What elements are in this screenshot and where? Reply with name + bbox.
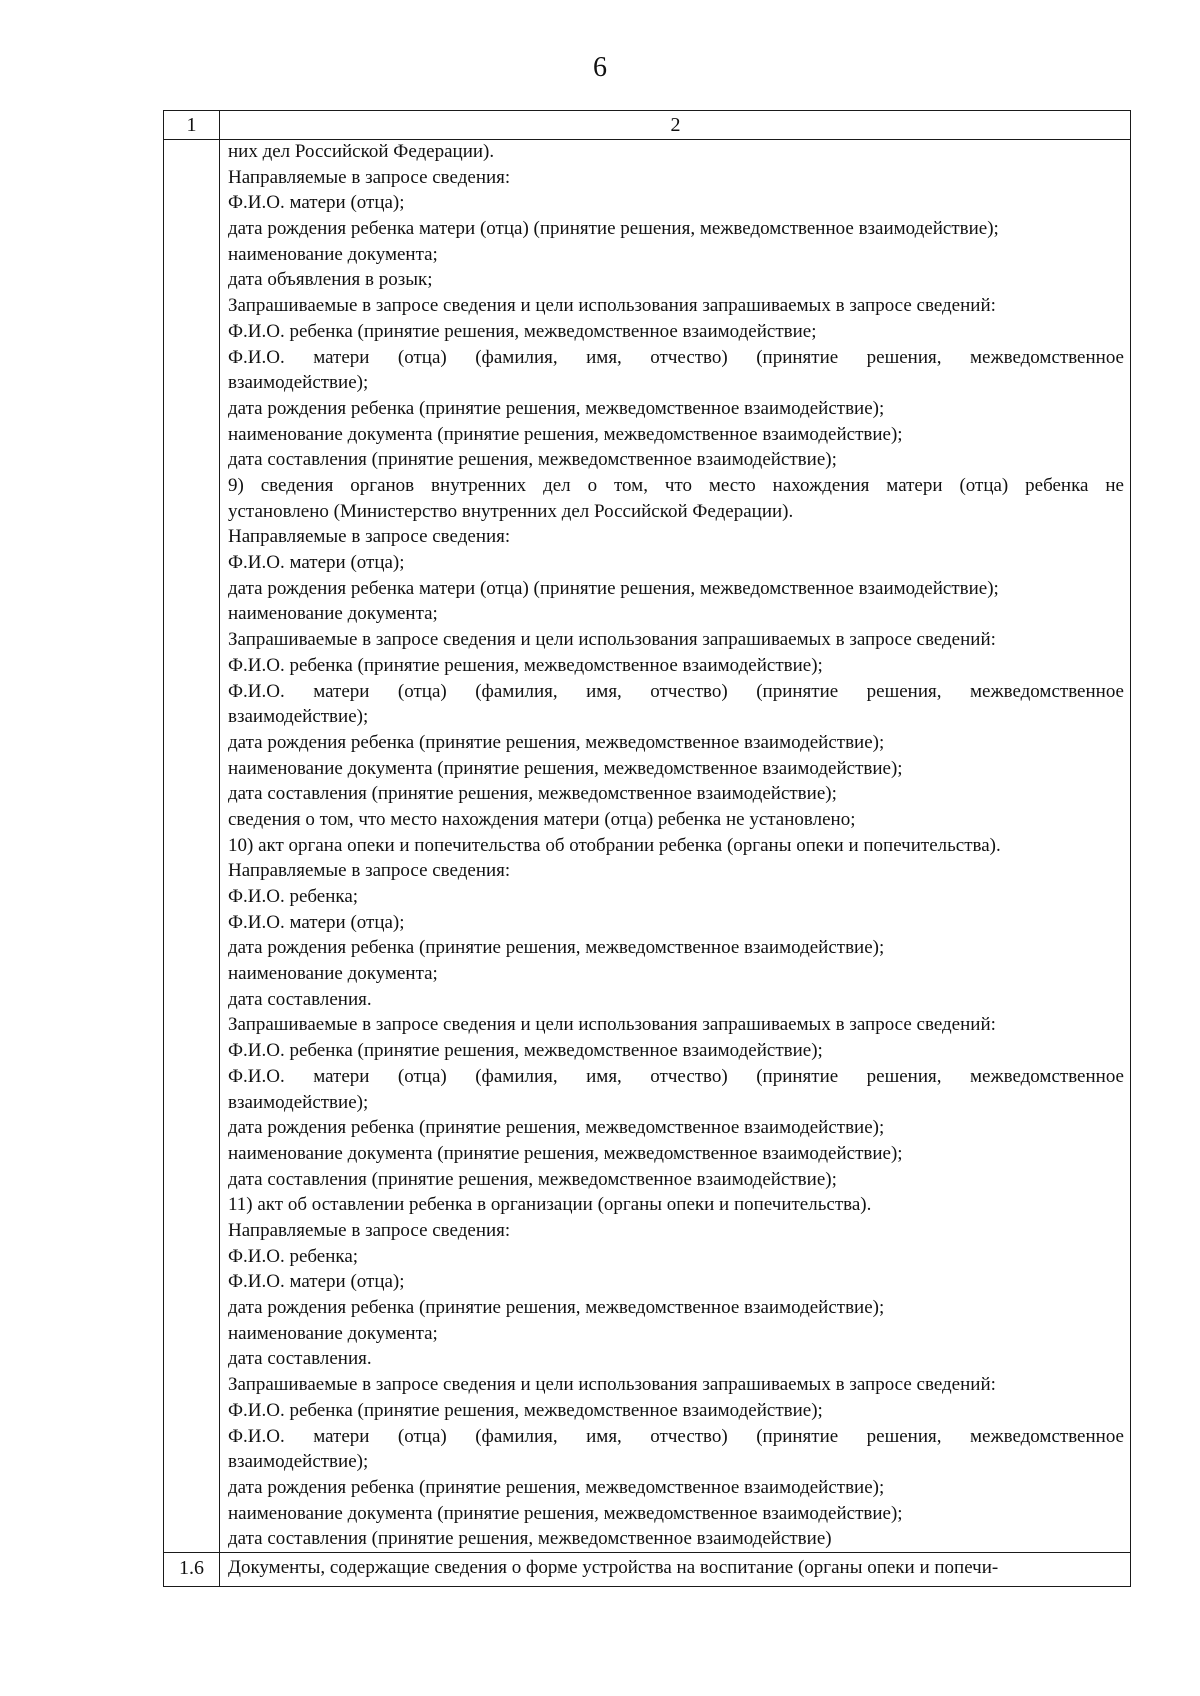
text-line: дата рождения ребенка (принятие решения, межведомственное взаимодействие); <box>228 1117 885 1139</box>
text-line: наименование документа (принятие решения, межведомственное взаимодействие); <box>228 757 903 779</box>
text-line: Ф.И.О. матери (отца) (фамилия, имя, отчество) (принятие решения, межведомственное <box>228 680 1124 702</box>
text-line: Ф.И.О. матери (отца); <box>228 552 405 574</box>
text-line: Ф.И.О. матери (отца) (фамилия, имя, отчество) (принятие решения, межведомственное <box>228 1065 1124 1087</box>
text-line: наименование документа; <box>228 963 438 985</box>
text-line: 11) акт об оставлении ребенка в организации (органы опеки и попечительства). <box>228 1194 872 1216</box>
text-line: Ф.И.О. матери (отца) (фамилия, имя, отчество) (принятие решения, межведомственное <box>228 346 1124 368</box>
text-line: наименование документа (принятие решения, межведомственное взаимодействие); <box>228 1142 903 1164</box>
text-line: Ф.И.О. ребенка (принятие решения, межведомственное взаимодействие); <box>228 654 823 676</box>
text-line: дата рождения ребенка матери (отца) (принятие решения, межведомственное взаимодействие); <box>228 218 999 240</box>
text-line: дата рождения ребенка (принятие решения, межведомственное взаимодействие); <box>228 1476 885 1498</box>
text-line: наименование документа; <box>228 1322 438 1344</box>
text-line: дата составления (принятие решения, межведомственное взаимодействие); <box>228 1168 837 1190</box>
text-line: дата объявления в розык; <box>228 269 433 291</box>
text-line: наименование документа; <box>228 603 438 625</box>
text-line: дата рождения ребенка матери (отца) (принятие решения, межведомственное взаимодействие); <box>228 577 999 599</box>
text-line: установлено (Министерство внутренних дел Российской Федерации). <box>228 500 794 522</box>
column-divider <box>219 111 220 1586</box>
column-header-1: 1 <box>186 114 197 136</box>
text-line: Направляемые в запросе сведения: <box>228 860 511 882</box>
text-line: 10) акт органа опеки и попечительства об отобрании ребенка (органы опеки и попечительства). <box>228 834 1001 856</box>
text-line: сведения о том, что место нахождения матери (отца) ребенка не установлено; <box>228 808 856 830</box>
text-line: наименование документа (принятие решения, межведомственное взаимодействие); <box>228 423 903 445</box>
text-line: взаимодействие); <box>228 372 369 394</box>
text-line: дата составления. <box>228 1348 372 1370</box>
text-line: дата составления. <box>228 988 372 1010</box>
text-line: дата рождения ребенка (принятие решения, межведомственное взаимодействие); <box>228 937 885 959</box>
row-number: 1.6 <box>179 1557 204 1579</box>
text-line: Ф.И.О. матери (отца); <box>228 192 405 214</box>
text-line: 9) сведения органов внутренних дел о том, что место нахождения матери (отца) ребенка не <box>228 474 1124 496</box>
text-line: Ф.И.О. матери (отца); <box>228 911 405 933</box>
text-line: дата рождения ребенка (принятие решения, межведомственное взаимодействие); <box>228 1297 885 1319</box>
page-number: 6 <box>593 52 607 83</box>
text-line: Ф.И.О. ребенка (принятие решения, межведомственное взаимодействие; <box>228 320 817 342</box>
text-line: Запрашиваемые в запросе сведения и цели использования запрашиваемых в запросе сведений: <box>228 1014 996 1036</box>
text-line: наименование документа; <box>228 243 438 265</box>
text-line: Запрашиваемые в запросе сведения и цели использования запрашиваемых в запросе сведений: <box>228 629 996 651</box>
text-line: Ф.И.О. ребенка (принятие решения, межведомственное взаимодействие); <box>228 1399 823 1421</box>
text-line: Запрашиваемые в запросе сведения и цели использования запрашиваемых в запросе сведений: <box>228 1374 996 1396</box>
text-line: дата составления (принятие решения, межведомственное взаимодействие) <box>228 1528 832 1550</box>
row-content-next: Документы, содержащие сведения о форме устройства на воспитание (органы опеки и попечи- <box>228 1557 999 1578</box>
text-line: взаимодействие); <box>228 1091 369 1113</box>
column-header-2: 2 <box>670 114 681 136</box>
text-line: Ф.И.О. ребенка (принятие решения, межведомственное взаимодействие); <box>228 1040 823 1062</box>
text-line: Направляемые в запросе сведения: <box>228 526 511 548</box>
text-line: взаимодействие); <box>228 706 369 728</box>
text-line: дата составления (принятие решения, межведомственное взаимодействие); <box>228 449 837 471</box>
text-line: дата рождения ребенка (принятие решения, межведомственное взаимодействие); <box>228 397 885 419</box>
text-line: дата составления (принятие решения, межведомственное взаимодействие); <box>228 783 837 805</box>
text-line: Ф.И.О. ребенка; <box>228 886 359 908</box>
text-line: Ф.И.О. ребенка; <box>228 1245 359 1267</box>
text-line: Направляемые в запросе сведения: <box>228 166 511 188</box>
text-line: Запрашиваемые в запросе сведения и цели использования запрашиваемых в запросе сведений: <box>228 295 996 317</box>
text-line: Ф.И.О. матери (отца); <box>228 1271 405 1293</box>
text-line: наименование документа (принятие решения, межведомственное взаимодействие); <box>228 1502 903 1524</box>
text-line: Ф.И.О. матери (отца) (фамилия, имя, отчество) (принятие решения, межведомственное <box>228 1425 1124 1447</box>
text-line: них дел Российской Федерации). <box>228 141 495 162</box>
text-line: дата рождения ребенка (принятие решения, межведомственное взаимодействие); <box>228 731 885 753</box>
text-line: Направляемые в запросе сведения: <box>228 1220 511 1242</box>
text-line: взаимодействие); <box>228 1451 369 1473</box>
document-table <box>163 110 1131 1587</box>
